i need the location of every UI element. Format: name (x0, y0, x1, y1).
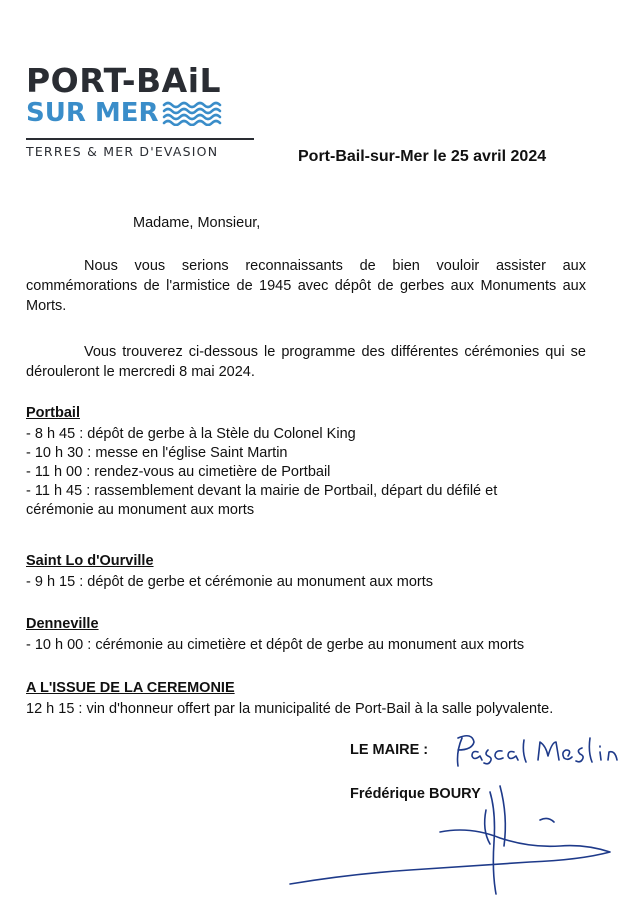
section-title: A L'ISSUE DE LA CEREMONIE (26, 680, 235, 696)
logo-line2: SUR MER (26, 98, 159, 128)
logo-tagline: TERRES & MER D'EVASION (26, 144, 219, 159)
logo-line1: PORT-BAiL (26, 61, 222, 100)
section-title: Denneville (26, 616, 99, 632)
place-date: Port-Bail-sur-Mer le 25 avril 2024 (298, 148, 547, 165)
mayor-label: LE MAIRE : (350, 742, 429, 758)
mayor-name: Frédérique BOURY (350, 786, 481, 802)
programme-item: - 11 h 00 : rendez-vous au cimetière de Portbail (26, 464, 331, 480)
programme-item: - 9 h 15 : dépôt de gerbe et cérémonie au monument aux morts (26, 574, 434, 590)
programme-item: - 10 h 00 : cérémonie au cimetière et dépôt de gerbe au monument aux morts (26, 637, 525, 653)
programme-item: - 8 h 45 : dépôt de gerbe à la Stèle du Colonel King (26, 426, 356, 442)
section-title: Portbail (26, 405, 80, 421)
salutation: Madame, Monsieur, (133, 215, 261, 231)
programme-item: - 10 h 30 : messe en l'église Saint Martin (26, 445, 288, 461)
programme-item: - 11 h 45 : rassemblement devant la mairie de Portbail, départ du défilé et (26, 483, 498, 499)
programme-item: cérémonie au monument aux morts (26, 502, 255, 518)
intro-line: commémorations de l'armistice de 1945 avec dépôt de gerbes aux Monuments aux (26, 278, 586, 294)
intro-line: Morts. (26, 298, 67, 314)
programme-intro-line: Vous trouverez ci-dessous le programme des différentes cérémonies qui se (84, 344, 586, 360)
intro-line: Nous vous serions reconnaissants de bien vouloir assister aux (84, 258, 586, 274)
programme-intro-line: dérouleront le mercredi 8 mai 2024. (26, 364, 255, 380)
programme-item: 12 h 15 : vin d'honneur offert par la municipalité de Port-Bail à la salle polyvalente. (26, 701, 554, 717)
section-title: Saint Lo d'Ourville (26, 553, 154, 569)
